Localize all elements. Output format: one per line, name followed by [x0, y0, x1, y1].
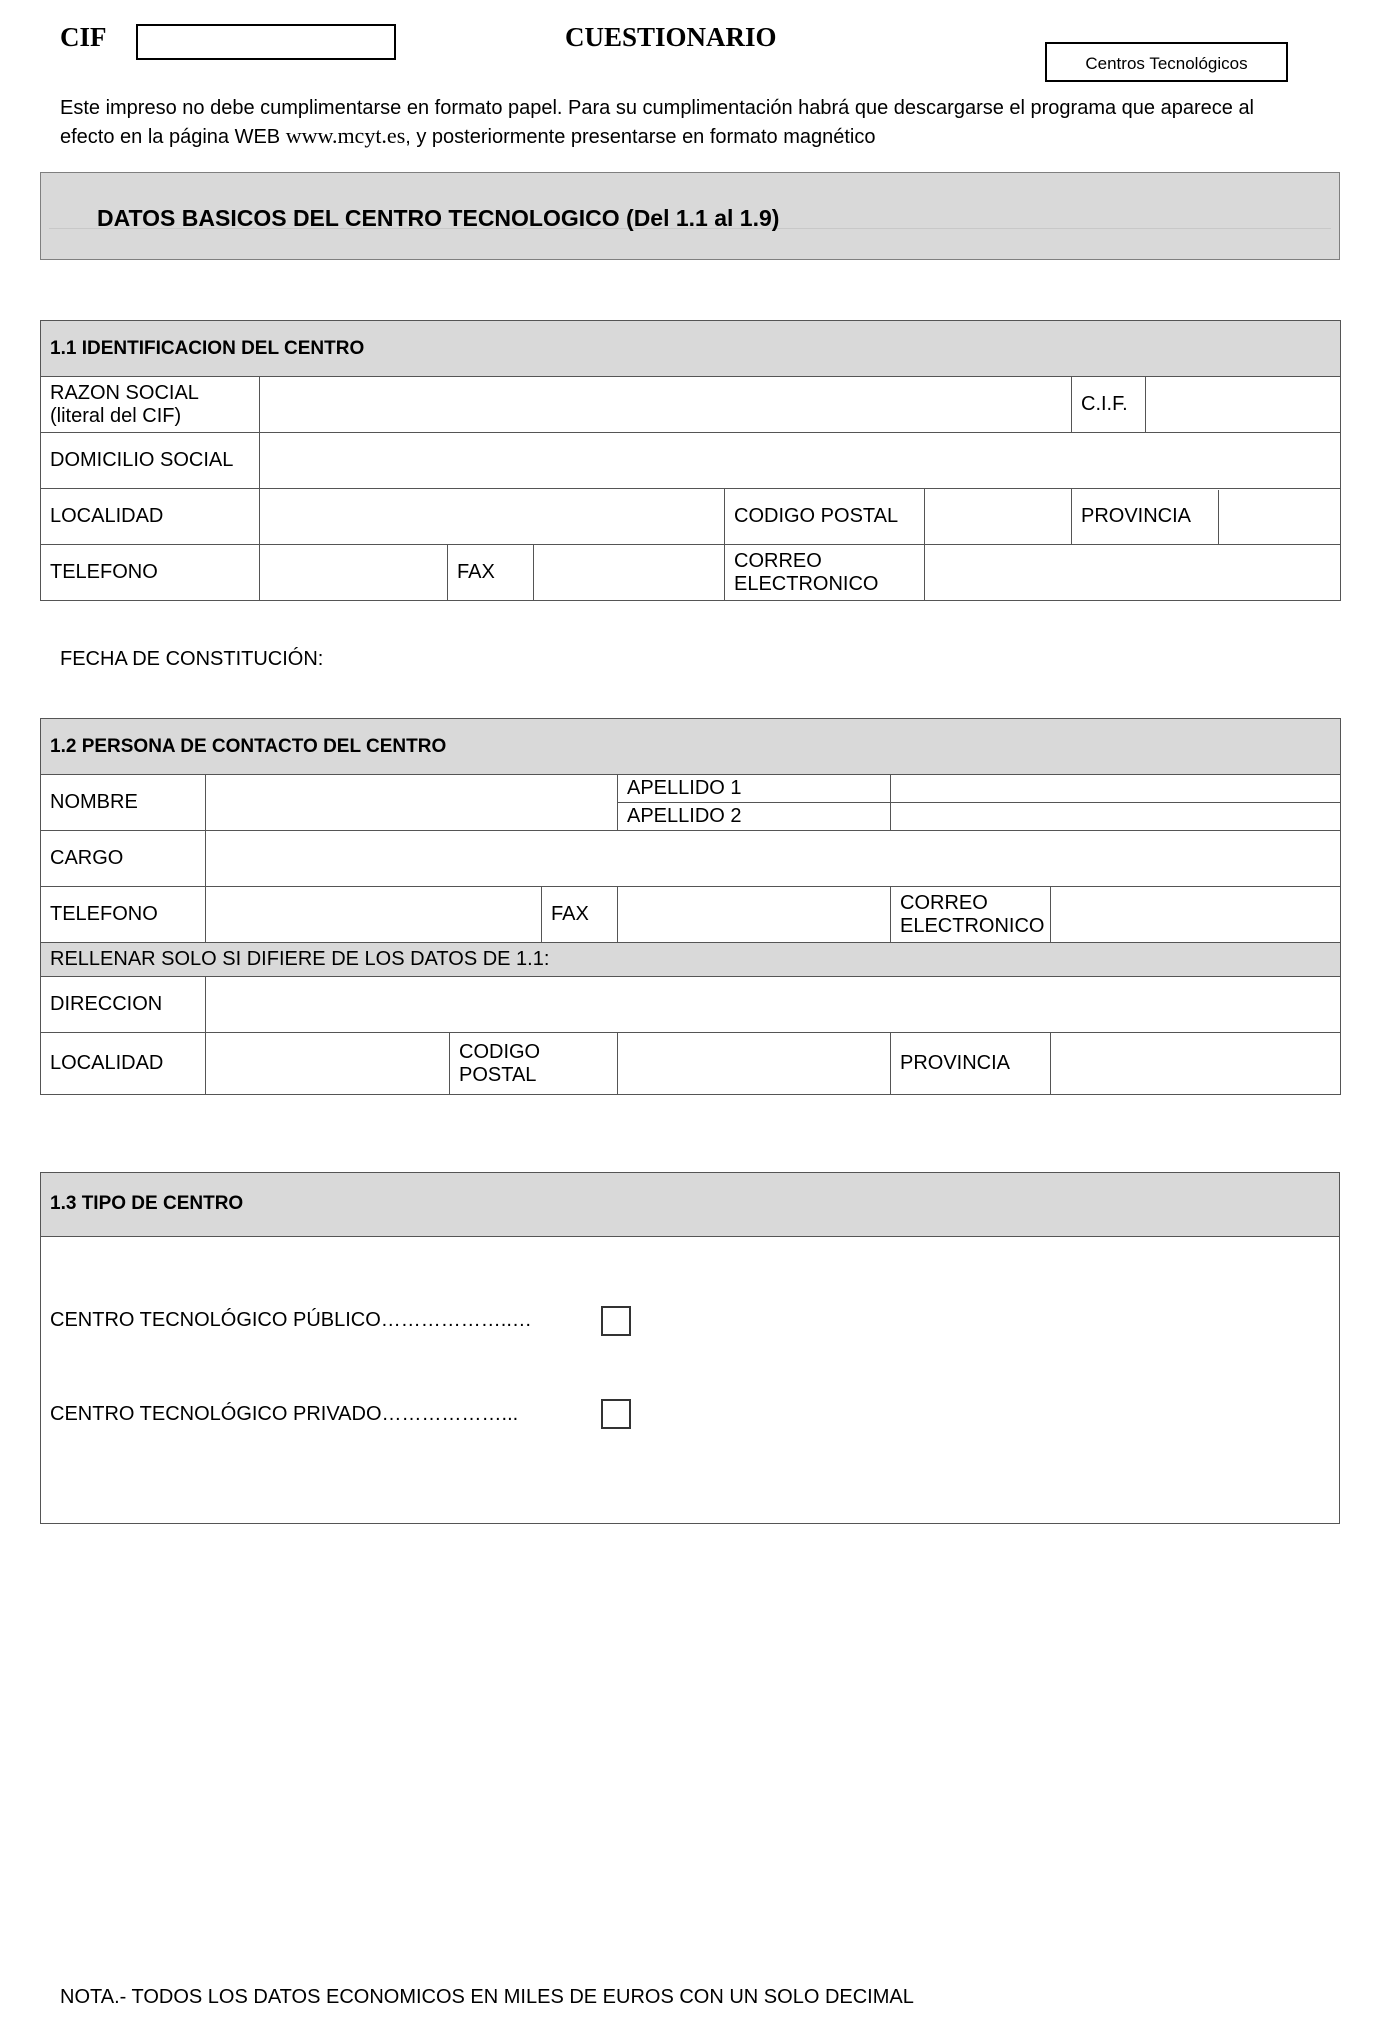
centro-privado-label: CENTRO TECNOLÓGICO PRIVADO………………...: [50, 1403, 519, 1425]
direccion-field[interactable]: [206, 977, 1341, 1033]
contacto-fax-label: FAX: [542, 887, 618, 943]
localidad-label: LOCALIDAD: [41, 489, 260, 545]
contacto-telefono-field[interactable]: [206, 887, 542, 943]
fecha-constitucion-label: FECHA DE CONSTITUCIÓN:: [60, 648, 324, 670]
web-link[interactable]: www.mcyt.es: [285, 123, 406, 148]
apellido1-label: APELLIDO 1: [618, 775, 891, 803]
correo-label: CORREO ELECTRONICO: [725, 545, 925, 601]
section-1-3: [40, 1172, 1340, 1524]
codigo-postal-label: CODIGO POSTAL: [725, 489, 925, 545]
cif-field[interactable]: [1146, 377, 1341, 433]
main-header-title: DATOS BASICOS DEL CENTRO TECNOLOGICO (Del 1.1 al 1.9): [97, 205, 780, 231]
rellenar-note: RELLENAR SOLO SI DIFIERE DE LOS DATOS DE 1.1:: [41, 943, 1341, 977]
cargo-field[interactable]: [206, 831, 1341, 887]
nombre-label: NOMBRE: [41, 775, 206, 831]
centro-publico-label: CENTRO TECNOLÓGICO PÚBLICO………………..…: [50, 1309, 532, 1331]
nota-footer: NOTA.- TODOS LOS DATOS ECONOMICOS EN MILES DE EUROS CON UN SOLO DECIMAL: [60, 1986, 914, 2008]
intro-text-2: , y posteriormente presentarse en formato magnético: [405, 126, 876, 148]
intro-text-1: Este impreso no debe cumplimentarse en formato papel. Para su cumplimentación habrá que descargarse el programa que aparece al efecto en la página WEB: [60, 97, 1255, 148]
contacto-telefono-label: TELEFONO: [41, 887, 206, 943]
provincia-label: PROVINCIA: [1072, 490, 1219, 544]
centro-privado-checkbox[interactable]: [601, 1399, 631, 1429]
section-1-2-title: 1.2 PERSONA DE CONTACTO DEL CENTRO: [41, 719, 1341, 775]
razon-social-field[interactable]: [260, 377, 1072, 433]
contacto-fax-field[interactable]: [618, 887, 891, 943]
form-type-tag: Centros Tecnológicos: [1045, 42, 1288, 82]
domicilio-social-label: DOMICILIO SOCIAL: [41, 433, 260, 489]
apellido1-field[interactable]: [891, 775, 1341, 803]
localidad-field[interactable]: [260, 489, 725, 545]
contacto-provincia-field[interactable]: [1051, 1033, 1341, 1095]
section-1-3-header: [41, 1173, 1339, 1237]
section-1-1-table: [40, 320, 1341, 601]
section-1-1-title: 1.1 IDENTIFICACION DEL CENTRO: [41, 321, 1341, 377]
razon-social-label: RAZON SOCIAL (literal del CIF): [41, 377, 260, 433]
main-section-header: [40, 172, 1340, 260]
telefono-label: TELEFONO: [41, 545, 260, 601]
contacto-codigo-postal-field[interactable]: [618, 1033, 891, 1095]
contacto-codigo-postal-label: CODIGO POSTAL: [450, 1033, 618, 1095]
apellido2-field[interactable]: [891, 803, 1341, 831]
contacto-provincia-label: PROVINCIA: [891, 1033, 1051, 1095]
contacto-localidad-label: LOCALIDAD: [41, 1033, 206, 1095]
page-title: CUESTIONARIO: [565, 22, 777, 52]
cif-input[interactable]: [136, 24, 396, 60]
nombre-field[interactable]: [206, 775, 618, 831]
centro-publico-checkbox[interactable]: [601, 1306, 631, 1336]
cif-field-label: C.I.F.: [1072, 377, 1146, 433]
fax-label: FAX: [448, 545, 534, 601]
telefono-field[interactable]: [260, 545, 448, 601]
cif-label: CIF: [60, 22, 107, 52]
fax-field[interactable]: [534, 545, 725, 601]
intro-paragraph: [60, 94, 1310, 151]
apellido2-label: APELLIDO 2: [618, 803, 891, 831]
direccion-label: DIRECCION: [41, 977, 206, 1033]
contacto-localidad-field[interactable]: [206, 1033, 450, 1095]
contacto-correo-field[interactable]: [1051, 887, 1341, 943]
contacto-correo-label: CORREO ELECTRONICO: [891, 887, 1051, 943]
provincia-field[interactable]: [1219, 490, 1340, 544]
cargo-label: CARGO: [41, 831, 206, 887]
domicilio-social-field[interactable]: [260, 433, 1341, 489]
correo-field[interactable]: [925, 545, 1341, 601]
codigo-postal-field[interactable]: [925, 489, 1072, 545]
section-1-3-title: 1.3 TIPO DE CENTRO: [50, 1193, 244, 1214]
section-1-2-table: [40, 718, 1341, 1095]
provincia-cell: [1072, 489, 1341, 545]
